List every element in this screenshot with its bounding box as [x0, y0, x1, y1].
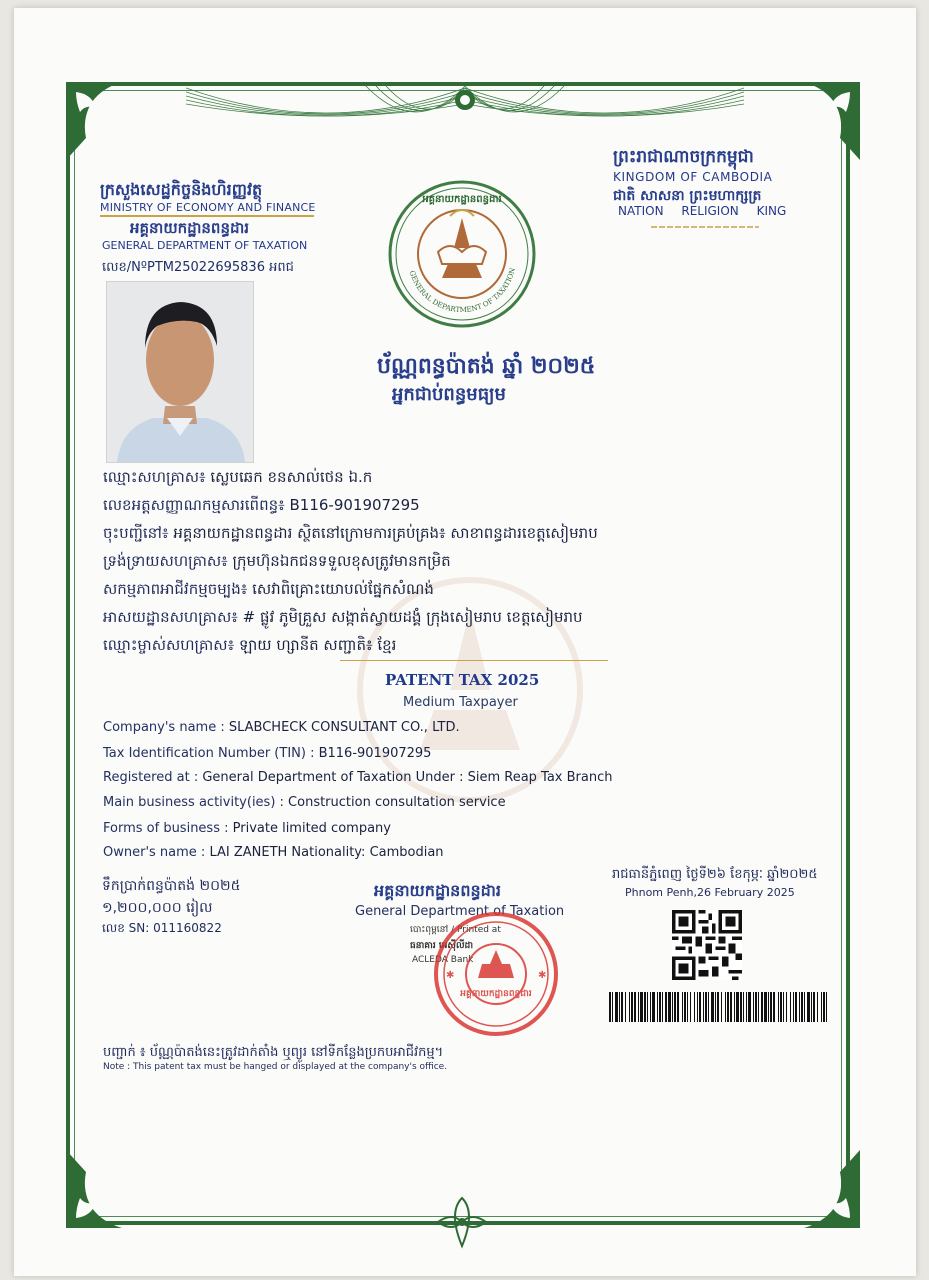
barcode-bar [753, 992, 754, 1022]
signing-authority-en: General Department of Taxation [355, 904, 565, 919]
field-label: ចុះបញ្ជីនៅ៖ [103, 524, 169, 542]
barcode-bar [615, 992, 618, 1022]
barcode-bar [657, 992, 658, 1022]
issue-date-kh: រាជធានីភ្នំពេញ ថ្ងៃទី២៦ ខែកុម្ភៈ ឆ្នាំ២០២៥ [612, 867, 818, 882]
taxpayer-category-kh: អ្នកជាប់ពន្ធមធ្យម [392, 384, 506, 405]
kingdom-name-en: KINGDOM OF CAMBODIA [613, 170, 773, 184]
field-label: Company's name : [103, 720, 229, 735]
business-activity-en-row [103, 795, 506, 810]
barcode-bar [699, 992, 701, 1022]
national-motto-kh: ជាតិ សាសនា ព្រះមហាក្សត្រ [613, 188, 762, 204]
barcode-bar [773, 992, 775, 1022]
motto-ornament-line [651, 225, 759, 229]
field-label: ឈ្មោះម្ចាស់សហគ្រាស៖ [103, 636, 235, 654]
owner-name-kh-row [103, 636, 396, 658]
corner-ornament-bottom-left [62, 1146, 148, 1232]
barcode-bar [672, 992, 673, 1022]
barcode-bar [612, 992, 613, 1022]
barcode-bar [708, 992, 709, 1022]
issue-date-en: Phnom Penh,26 February 2025 [625, 886, 795, 899]
barcode-bar [734, 992, 735, 1022]
barcode-icon [609, 992, 827, 1022]
field-value: B116-901907295 [318, 746, 432, 761]
printed-bank-en: ACLEDA Bank [412, 955, 474, 965]
barcode-bar [736, 992, 739, 1022]
barcode-bar [644, 992, 646, 1022]
corner-ornament-bottom-right [778, 1146, 864, 1232]
barcode-bar [746, 992, 747, 1022]
barcode-bar [694, 992, 695, 1022]
barcode-bar [650, 992, 651, 1022]
printed-at-label: បោះពុម្ពនៅ / Printed at [410, 925, 501, 935]
barcode-bar [629, 992, 630, 1022]
barcode-bar [758, 992, 759, 1022]
section-divider [340, 660, 608, 661]
barcode-bar [634, 992, 636, 1022]
barcode-bar [813, 992, 815, 1022]
field-label: លេខអត្តសញ្ញាណកម្មសារពើពន្ធ៖ [103, 496, 285, 514]
person-portrait-icon [107, 282, 253, 462]
red-stamp-text: អគ្គនាយកដ្ឋានពន្ធដារ [460, 989, 532, 999]
department-name-en: GENERAL DEPARTMENT OF TAXATION [102, 239, 308, 252]
field-label: សកម្មភាពអាជីវកម្មចម្បង៖ [103, 580, 248, 598]
barcode-bar [715, 992, 716, 1022]
barcode-bar [826, 992, 827, 1022]
barcode-bar [740, 992, 742, 1022]
qr-code-icon [672, 910, 742, 980]
official-red-stamp [432, 898, 562, 1048]
company-name-en-row [103, 720, 460, 735]
barcode-bar [619, 992, 620, 1022]
seal-top-text: អគ្គនាយកដ្ឋានពន្ធដារ [422, 194, 502, 205]
svg-text:✱: ✱ [446, 970, 455, 981]
barcode-bar [793, 992, 794, 1022]
barcode-bar [821, 992, 822, 1022]
barcode-bar [721, 992, 722, 1022]
ministry-name-kh: ក្រសួងសេដ្ឋកិច្ចនិងហិរញ្ញវត្ថុ [100, 180, 263, 199]
barcode-bar [743, 992, 744, 1022]
display-notice-en: Note : This patent tax must be hanged or displayed at the company's office. [103, 1062, 448, 1072]
barcode-bar [778, 992, 779, 1022]
corner-ornament-top-right [778, 78, 864, 164]
field-value: B116-901907295 [284, 496, 420, 514]
barcode-bar [705, 992, 707, 1022]
barcode-bar [817, 992, 818, 1022]
corner-ornament-top-left [62, 78, 148, 164]
barcode-bar [748, 992, 751, 1022]
certificate-title-kh: ប័ណ្ណពន្ធប៉ាតង់ ឆ្នាំ ២០២៥ [377, 354, 596, 379]
lotus-ornament-bottom [432, 1194, 492, 1250]
business-form-kh-row [103, 552, 451, 574]
registered-at-en-row [103, 770, 613, 785]
kingdom-name-kh: ព្រះរាជាណាចក្រកម្ពុជា [613, 147, 754, 167]
field-value: ស្លេបឆេក ខនសាល់ថេន ឯ.ក [205, 468, 373, 486]
barcode-bar [638, 992, 639, 1022]
business-activity-kh-row [103, 580, 434, 602]
reference-number: លេខ/NºPTM25022695836 អពជ [102, 260, 294, 275]
barcode-bar [659, 992, 661, 1022]
registered-at-kh-row [103, 524, 598, 546]
patent-tax-title: PATENT TAX 2025 [385, 671, 540, 689]
taxpayer-category-en: Medium Taxpayer [403, 695, 518, 710]
ministry-underline [100, 215, 314, 217]
barcode-bar [795, 992, 797, 1022]
tax-amount-value: ១,២០០,០០០ រៀល [102, 900, 213, 916]
barcode-bar [662, 992, 663, 1022]
field-value: SLABCHECK CONSULTANT CO., LTD. [228, 720, 460, 735]
field-value: ឡាយ ហ្សានីត សញ្ជាតិ៖ ខ្មែរ [234, 636, 397, 654]
barcode-bar [625, 992, 626, 1022]
barcode-bar [668, 992, 671, 1022]
barcode-bar [703, 992, 704, 1022]
barcode-bar [631, 992, 633, 1022]
field-label: ទ្រង់ទ្រាយសហគ្រាស៖ [103, 552, 228, 570]
barcode-bar [783, 992, 784, 1022]
barcode-bar [647, 992, 648, 1022]
barcode-bar [823, 992, 825, 1022]
barcode-bar [725, 992, 726, 1022]
field-value: Construction consultation service [288, 795, 506, 810]
serial-number: លេខ SN: 011160822 [102, 921, 222, 935]
barcode-bar [717, 992, 719, 1022]
display-notice-kh: បញ្ជាក់ ៖ ប័ណ្ណប៉ាតង់នេះត្រូវដាក់តាំង ឬព្យួរ នៅទីកន្លែងប្រកបអាជីវកម្ម។ [103, 1045, 444, 1060]
barcode-bar [807, 992, 810, 1022]
address-kh-row [103, 608, 583, 630]
owner-photo [106, 281, 254, 463]
field-value: General Department of Taxation Under : Siem Reap Tax Branch [202, 770, 613, 785]
barcode-bar [652, 992, 655, 1022]
barcode-bar [621, 992, 623, 1022]
barcode-bar [687, 992, 688, 1022]
printed-bank-kh: ធនាគារ អេស៊ីលីដា [410, 941, 474, 951]
signing-authority-kh: អគ្គនាយកដ្ឋានពន្ធដារ [374, 881, 501, 900]
field-value: Private limited company [232, 821, 391, 836]
department-name-kh: អគ្គនាយកដ្ឋានពន្ធដារ [130, 219, 250, 237]
barcode-bar [755, 992, 757, 1022]
field-label: Tax Identification Number (TIN) : [103, 746, 319, 761]
barcode-bar [640, 992, 643, 1022]
company-name-kh-row [103, 468, 372, 490]
barcode-bar [684, 992, 686, 1022]
barcode-bar [609, 992, 611, 1022]
barcode-bar [786, 992, 787, 1022]
national-motto-en: NATION RELIGION KING [618, 204, 787, 218]
field-value: ក្រុមហ៊ុនឯកជនទទួលខុសត្រូវមានកម្រិត [227, 552, 451, 570]
barcode-bar [804, 992, 805, 1022]
field-value: LAI ZANETH Nationality: Cambodian [209, 845, 444, 860]
barcode-bar [801, 992, 803, 1022]
barcode-bar [768, 992, 769, 1022]
seal-ring-text: GENERAL DEPARTMENT OF TAXATION [407, 267, 517, 315]
field-label: Registered at : [103, 770, 203, 785]
barcode-bar [682, 992, 683, 1022]
field-value: អគ្គនាយកដ្ឋានពន្ធដារ ស្ថិតនៅក្រោមការគ្រប់គ្រង៖ សាខាពន្ធដារខេត្តសៀមរាប [168, 524, 598, 542]
field-label: ឈ្មោះសហគ្រាស៖ [103, 468, 206, 486]
barcode-bar [730, 992, 732, 1022]
gdt-emblem-seal [386, 178, 538, 330]
barcode-bar [674, 992, 676, 1022]
svg-text:✱: ✱ [538, 970, 547, 981]
guilloche-top-ornament [186, 78, 744, 140]
barcode-bar [764, 992, 767, 1022]
barcode-bar [770, 992, 772, 1022]
barcode-bar [711, 992, 714, 1022]
barcode-bar [780, 992, 782, 1022]
barcode-bar [790, 992, 791, 1022]
tin-en-row [103, 746, 431, 761]
field-value: សេវាពិគ្រោះយោបល់ផ្នែកសំណង់ [247, 580, 434, 598]
ministry-name-en: MINISTRY OF ECONOMY AND FINANCE [100, 201, 316, 214]
owner-name-en-row [103, 845, 444, 860]
barcode-bar [811, 992, 812, 1022]
barcode-bar [677, 992, 679, 1022]
barcode-bar [665, 992, 667, 1022]
business-form-en-row [103, 821, 391, 836]
field-label: Forms of business : [103, 821, 233, 836]
barcode-bar [690, 992, 691, 1022]
field-value: # ផ្លូវ ភូមិគ្រួស សង្កាត់ស្វាយដង្គំ ក្រុងសៀមរាប ខេត្តសៀមរាប [237, 608, 583, 626]
tax-amount-label: ទឹកប្រាក់ពន្ធប៉ាតង់ ២០២៥ [102, 878, 241, 894]
field-label: Main business activity(ies) : [103, 795, 289, 810]
barcode-bar [727, 992, 729, 1022]
barcode-bar [799, 992, 800, 1022]
field-label: អាសយដ្ឋានសហគ្រាស៖ [103, 608, 238, 626]
tin-kh-row [103, 496, 420, 518]
barcode-bar [697, 992, 698, 1022]
barcode-bar [761, 992, 763, 1022]
field-label: Owner's name : [103, 845, 210, 860]
